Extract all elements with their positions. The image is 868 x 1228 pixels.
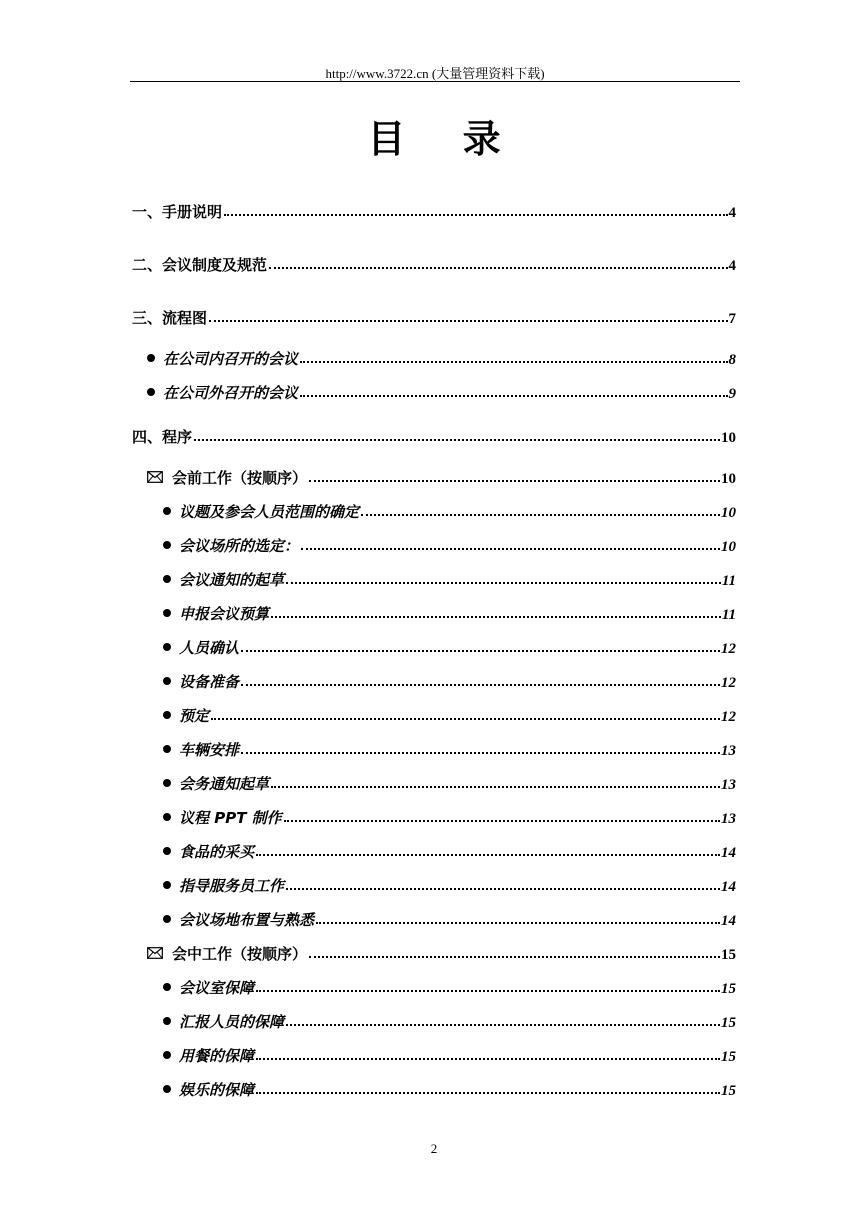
toc-entry[interactable]	[147, 343, 736, 369]
toc-entry-text: 三、流程图	[132, 309, 208, 327]
toc-entry-page: 10	[721, 471, 736, 487]
bullet-icon	[163, 1051, 171, 1059]
toc-entry-text: 娱乐的保障	[179, 1081, 255, 1099]
toc-entry-label	[163, 739, 239, 760]
toc-entry-text: 用餐的保障	[179, 1047, 255, 1065]
toc-entry-page: 15	[721, 981, 736, 997]
bullet-icon	[163, 609, 171, 617]
toc-entry-label	[163, 1011, 284, 1032]
toc-entry[interactable]	[132, 302, 736, 328]
toc-entry-text: 会议场所的选定：	[179, 537, 300, 555]
toc-entry-label	[163, 1045, 254, 1066]
toc-entry[interactable]	[163, 734, 736, 760]
toc-entry-page: 9	[728, 386, 736, 402]
dot-leader	[286, 1024, 720, 1026]
toc-entry[interactable]	[132, 249, 736, 275]
toc-entry-label	[163, 807, 282, 828]
dot-leader	[241, 684, 720, 686]
bullet-icon	[163, 643, 171, 651]
toc-entry-label	[163, 1079, 254, 1100]
bullet-icon	[163, 847, 171, 855]
toc-entry[interactable]	[163, 632, 736, 658]
dot-leader	[300, 361, 727, 363]
bullet-icon	[163, 779, 171, 787]
bullet-icon	[163, 813, 171, 821]
toc-entry-label	[163, 569, 284, 590]
toc-entry-text: 会议室保障	[179, 979, 255, 997]
toc-entry[interactable]	[147, 938, 736, 964]
bullet-icon	[163, 915, 171, 923]
bullet-icon	[147, 354, 155, 362]
toc-entry-page: 15	[721, 1049, 736, 1065]
toc-entry-text: 会议通知的起草	[179, 571, 285, 589]
toc-entry-label	[163, 535, 299, 556]
toc-entry-text: 在公司内召开的会议	[163, 350, 299, 368]
toc-entry-page: 13	[721, 777, 736, 793]
toc-entry-label	[163, 773, 269, 794]
toc-entry-page: 12	[721, 641, 736, 657]
toc-entry-text: 二、会议制度及规范	[132, 256, 268, 274]
dot-leader	[256, 990, 720, 992]
dot-leader	[284, 820, 720, 822]
toc-entry-text: 食品的采买	[179, 843, 255, 861]
toc-entry[interactable]	[163, 768, 736, 794]
toc-entry-page: 11	[721, 573, 736, 589]
bullet-icon	[147, 388, 155, 396]
dot-leader	[301, 548, 720, 550]
bullet-icon	[163, 1085, 171, 1093]
toc-entry-page: 12	[721, 675, 736, 691]
dot-leader	[256, 1092, 720, 1094]
toc-entry-page: 4	[728, 258, 736, 274]
toc-entry-text: 会务通知起草	[179, 775, 270, 793]
dot-leader	[241, 752, 720, 754]
toc-entry-page: 4	[728, 205, 736, 221]
toc-entry-page: 14	[721, 913, 736, 929]
toc-entry-label	[163, 705, 209, 726]
dot-leader	[224, 214, 727, 216]
envelope-icon	[147, 471, 163, 483]
dot-leader	[256, 854, 720, 856]
toc-entry[interactable]	[163, 700, 736, 726]
page-title: 目 录	[367, 117, 523, 161]
toc-entry-page: 10	[721, 430, 736, 446]
toc-entry[interactable]	[163, 666, 736, 692]
toc-entry[interactable]	[147, 462, 736, 488]
toc-entry-page: 14	[721, 879, 736, 895]
toc-entry-page: 10	[721, 505, 736, 521]
toc-entry-text: 汇报人员的保障	[179, 1013, 285, 1031]
dot-leader	[269, 267, 727, 269]
toc-entry[interactable]	[163, 802, 736, 828]
toc-entry-label	[163, 637, 239, 658]
toc-entry-text: 一、手册说明	[132, 203, 223, 221]
toc-entry[interactable]	[163, 496, 736, 522]
page-header-url: http://www.3722.cn (大量管理资料下载)	[325, 66, 545, 81]
toc-entry-page: 7	[728, 311, 736, 327]
bullet-icon	[163, 541, 171, 549]
envelope-icon	[147, 947, 163, 959]
toc-entry[interactable]	[163, 1074, 736, 1100]
toc-entry-text: 四、程序	[132, 428, 193, 446]
toc-entry-label	[132, 307, 207, 328]
toc-entry[interactable]	[163, 870, 736, 896]
toc-entry-label	[163, 977, 254, 998]
bullet-icon	[163, 745, 171, 753]
toc-entry-label	[163, 603, 269, 624]
dot-leader	[194, 439, 720, 441]
toc-entry[interactable]	[132, 196, 736, 222]
toc-entry[interactable]	[163, 1006, 736, 1032]
toc-entry[interactable]	[163, 530, 736, 556]
toc-entry-text: 预定	[179, 707, 210, 725]
toc-entry-label	[132, 201, 222, 222]
dot-leader	[241, 650, 720, 652]
toc-entry-page: 15	[721, 947, 736, 963]
toc-entry-page: 10	[721, 539, 736, 555]
dot-leader	[309, 956, 720, 958]
toc-entry-label	[132, 426, 192, 447]
toc-entry-page: 15	[721, 1015, 736, 1031]
toc-entry-label	[163, 841, 254, 862]
toc-entry-label	[163, 671, 239, 692]
dot-leader	[256, 1058, 720, 1060]
dot-leader	[209, 320, 727, 322]
toc-entry-page: 11	[721, 607, 736, 623]
toc-entry[interactable]	[163, 904, 736, 930]
toc-entry-label	[163, 501, 359, 522]
toc-entry-text: 会前工作（按顺序）	[172, 469, 308, 487]
toc-entry-text: 人员确认	[179, 639, 240, 657]
toc-entry[interactable]	[163, 564, 736, 590]
toc-entry[interactable]	[163, 836, 736, 862]
toc-entry-label	[147, 467, 307, 488]
toc-entry-page: 8	[728, 352, 736, 368]
toc-entry-page: 13	[721, 743, 736, 759]
toc-entry-page: 13	[721, 811, 736, 827]
toc-entry-text: 在公司外召开的会议	[163, 384, 299, 402]
page-number: 2	[430, 1141, 438, 1156]
dot-leader	[271, 616, 721, 618]
toc-entry-text: 议程 PPT 制作	[179, 809, 282, 827]
toc-entry-label	[163, 875, 284, 896]
toc-entry-page: 14	[721, 845, 736, 861]
toc-entry-text: 会议场地布置与熟悉	[179, 911, 315, 929]
toc-entry-label	[147, 943, 307, 964]
toc-entry-page: 15	[721, 1083, 736, 1099]
toc-entry-text: 议题及参会人员范围的确定	[179, 503, 360, 521]
toc-entry[interactable]	[132, 421, 736, 447]
dot-leader	[286, 582, 721, 584]
bullet-icon	[163, 677, 171, 685]
toc-entry[interactable]	[147, 377, 736, 403]
toc-entry-text: 车辆安排	[179, 741, 240, 759]
toc-entry[interactable]	[163, 598, 736, 624]
dot-leader	[286, 888, 720, 890]
dot-leader	[300, 395, 727, 397]
dot-leader	[309, 480, 720, 482]
dot-leader	[211, 718, 720, 720]
bullet-icon	[163, 1017, 171, 1025]
toc-entry-text: 会中工作（按顺序）	[172, 945, 308, 963]
bullet-icon	[163, 983, 171, 991]
toc-entry-label	[147, 348, 298, 369]
toc-entry[interactable]	[163, 972, 736, 998]
toc-entry[interactable]	[163, 1040, 736, 1066]
dot-leader	[361, 514, 720, 516]
dot-leader	[316, 922, 720, 924]
bullet-icon	[163, 507, 171, 515]
dot-leader	[271, 786, 720, 788]
toc-entry-text: 指导服务员工作	[179, 877, 285, 895]
toc-entry-label	[132, 254, 267, 275]
bullet-icon	[163, 711, 171, 719]
bullet-icon	[163, 575, 171, 583]
bullet-icon	[163, 881, 171, 889]
toc-entry-page: 12	[721, 709, 736, 725]
toc-entry-text: 申报会议预算	[179, 605, 270, 623]
toc-entry-text: 设备准备	[179, 673, 240, 691]
toc-entry-label	[163, 909, 314, 930]
toc-entry-label	[147, 382, 298, 403]
